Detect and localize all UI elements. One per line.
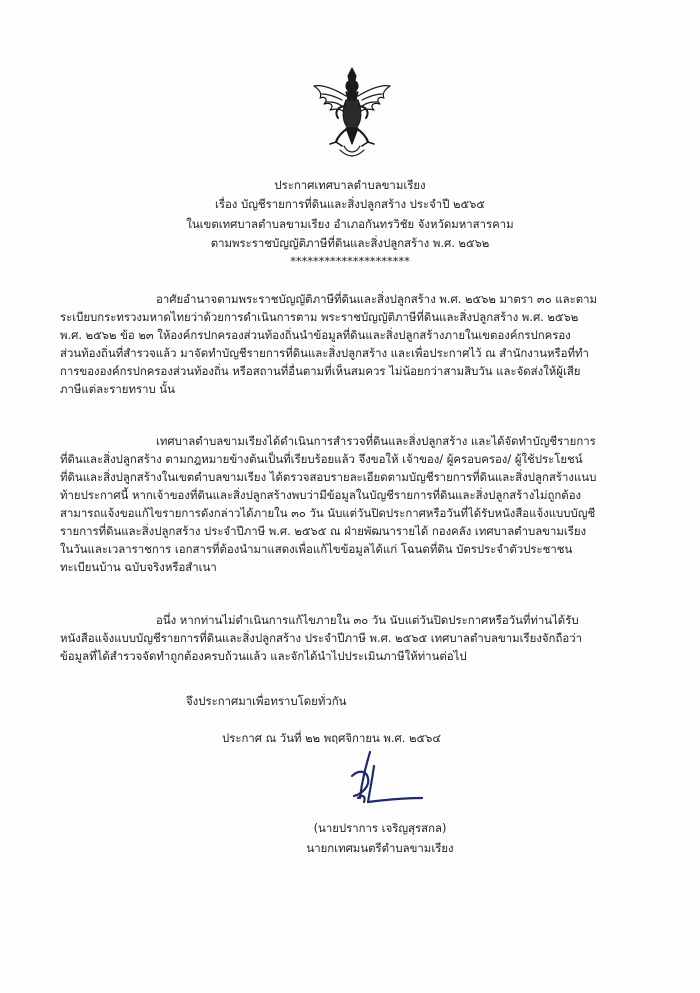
separator-line: ********************* xyxy=(290,254,410,269)
closing-statement: จึงประกาศมาเพื่อทราบโดยทั่วกัน xyxy=(186,694,347,708)
paragraph-2 xyxy=(60,433,652,577)
announcement-header xyxy=(0,176,700,269)
paragraph-2-line: ท้ายประกาศนี้ หากเจ้าของที่ดินและสิ่งปลูกสร้างพบว่ามีข้อมูลในบัญชีรายการที่ดินและสิ่งปลูกสร้างไม่ถูกต้อง xyxy=(60,488,582,502)
paragraph-3 xyxy=(60,612,652,666)
announcement-date: ประกาศ ณ วันที่ ๒๒ พฤศจิกายน พ.ศ. ๒๕๖๔ xyxy=(222,731,442,745)
handwritten-signature-icon xyxy=(344,746,424,816)
paragraph-2-line: เทศบาลตำบลขามเรียงได้ดำเนินการสำรวจที่ดินและสิ่งปลูกสร้าง และได้จัดทำบัญชีรายการ xyxy=(156,434,596,448)
signer-position: นายกเทศมนตรีตำบลขามเรียง xyxy=(306,841,454,855)
paragraph-1-line: อาศัยอำนาจตามพระราชบัญญัติภาษีที่ดินและสิ่งปลูกสร้าง พ.ศ. ๒๕๖๒ มาตรา ๓๐ และตาม xyxy=(156,292,598,306)
paragraph-3-line: หนังสือแจ้งแบบบัญชีรายการที่ดินและสิ่งปลูกสร้าง ประจำปีภาษี พ.ศ. ๒๕๖๕ เทศบาลตำบลขามเรียงจักถือว่า xyxy=(60,631,582,645)
paragraph-1 xyxy=(60,291,652,399)
garuda-emblem-icon xyxy=(312,66,392,158)
paragraph-1-line: พ.ศ. ๒๕๖๒ ข้อ ๒๓ ให้องค์กรปกครองส่วนท้องถิ่นนำข้อมูลที่ดินและสิ่งปลูกสร้างภายในเขตองค์กรปกครอง xyxy=(60,328,571,342)
paragraph-3-line: ข้อมูลที่ได้สำรวจจัดทำถูกต้องครบถ้วนแล้ว และจักได้นำไปประเมินภาษีให้ท่านต่อไป xyxy=(60,649,467,663)
paragraph-1-line: ภาษีแต่ละรายทราบ นั้น xyxy=(60,382,175,396)
paragraph-2-line: ทะเบียนบ้าน ฉบับจริงหรือสำเนา xyxy=(60,560,217,574)
paragraph-2-line: ที่ดินและสิ่งปลูกสร้างในเขตตำบลขามเรียง ได้ตรวจสอบรายละเอียดตามบัญชีรายการที่ดินและสิ่งปลูกสร้างแนบ xyxy=(60,470,597,484)
area-line: ในเขตเทศบาลตำบลขามเรียง อำเภอกันทรวิชัย จังหวัดมหาสารคาม xyxy=(186,216,514,231)
paragraph-2-line: สามารถแจ้งขอแก้ไขรายการดังกล่าวได้ภายใน ๓๐ วัน นับแต่วันปิดประกาศหรือวันที่ได้รับหนังสือแจ้งแบบบัญชี xyxy=(60,506,596,520)
paragraph-2-line: ที่ดินและสิ่งปลูกสร้าง ตามกฎหมายข้างต้นเป็นที่เรียบร้อยแล้ว จึงขอให้ เจ้าของ/ ผู้ครอบครอง/ ผู้ใช้ประโยชน์ xyxy=(60,452,583,466)
act-line: ตามพระราชบัญญัติภาษีที่ดินและสิ่งปลูกสร้าง พ.ศ. ๒๕๖๒ xyxy=(210,235,490,250)
paragraph-2-line: รายการที่ดินและสิ่งปลูกสร้าง ประจำปีภาษี พ.ศ. ๒๕๖๕ ณ ฝ่ายพัฒนารายได้ กองคลัง เทศบาลตำบลขามเรียง xyxy=(60,524,587,538)
paragraph-1-line: ส่วนท้องถิ่นที่สำรวจแล้ว มาจัดทำบัญชีรายการที่ดินและสิ่งปลูกสร้าง และเพื่อประกาศไว้ ณ สำนักงานหรือที่ทำ xyxy=(60,346,589,360)
subject-line: เรื่อง บัญชีรายการที่ดินและสิ่งปลูกสร้าง ประจำปี ๒๕๖๕ xyxy=(214,197,486,212)
paragraph-3-line: อนึ่ง หากท่านไม่ดำเนินการแก้ไขภายใน ๓๐ วัน นับแต่วันปิดประกาศหรือวันที่ท่านได้รับ xyxy=(156,613,579,627)
paragraph-1-line: ระเบียบกระทรวงมหาดไทยว่าด้วยการดำเนินการตาม พระราชบัญญัติภาษีที่ดินและสิ่งปลูกสร้าง พ.ศ. ๒๕๖๒ xyxy=(60,310,579,324)
signer-name: (นายปราการ เจริญสุรสกล) xyxy=(313,821,447,835)
paragraph-1-line: การขององค์กรปกครองส่วนท้องถิ่น หรือสถานที่อื่นตามที่เห็นสมควร ไม่น้อยกว่าสามสิบวัน และจัดส่งให้ผู้เสีย xyxy=(60,364,581,378)
signer-block xyxy=(0,818,700,858)
paragraph-2-line: ในวันและเวลาราชการ เอกสารที่ต้องนำมาแสดงเพื่อแก้ไขข้อมูลได้แก่ โฉนดที่ดิน บัตรประจำตัวประชาชน xyxy=(60,542,573,556)
issuer-line: ประกาศเทศบาลตำบลขามเรียง xyxy=(274,178,426,192)
